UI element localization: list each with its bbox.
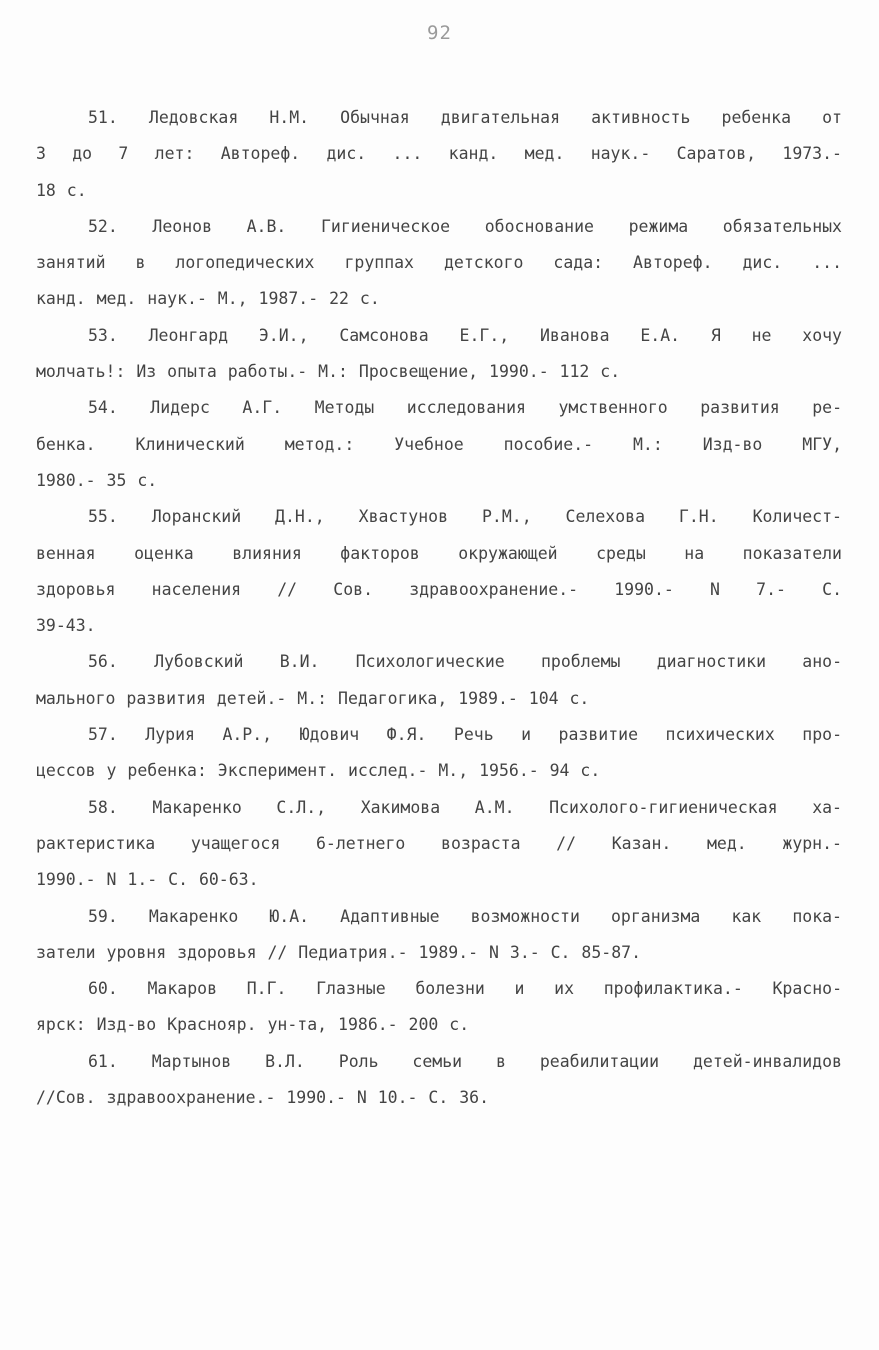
entry-line: 39-43. [36, 616, 96, 636]
entry-line: молчать!: Из опыта работы.- М.: Просвещение, 1990.- 112 с. [36, 362, 621, 382]
bibliography-entry [36, 717, 842, 790]
entry-line: 56. Лубовский В.И. Психологические проблемы диагностики ано- [88, 652, 842, 672]
bibliography-entry [36, 790, 842, 899]
entry-line: 1990.- N 1.- С. 60-63. [36, 870, 259, 890]
entry-line: 51. Ледовская Н.М. Обычная двигательная активность ребенка от [88, 108, 842, 127]
entry-line: занятий в логопедических группах детского сада: Автореф. дис. ... [36, 253, 842, 273]
entry-line: 58. Макаренко С.Л., Хакимова А.М. Психолого-гигиеническая ха- [88, 797, 842, 817]
bibliography-entry [36, 1044, 842, 1117]
entry-line: 54. Лидерс А.Г. Методы исследования умственного развития ре- [88, 398, 842, 418]
bibliography-entry [36, 100, 842, 209]
entry-line: 53. Леонгард Э.И., Самсонова Е.Г., Иванова Е.А. Я не хочу [88, 325, 842, 345]
bibliography-entry [36, 899, 842, 972]
entry-line: здоровья населения // Сов. здравоохранение.- 1990.- N 7.- С. [36, 579, 842, 599]
entry-line: рактеристика учащегося 6-летнего возраста // Казан. мед. журн.- [36, 833, 842, 853]
page-number: 92 [427, 22, 452, 44]
bibliography-entry [36, 971, 842, 1044]
entry-line: бенка. Клинический метод.: Учебное пособие.- М.: Изд-во МГУ, [36, 434, 842, 454]
entry-line: 55. Лоранский Д.Н., Хвастунов Р.М., Селехова Г.Н. Количест- [88, 507, 842, 527]
entry-line: ярск: Изд-во Краснояр. ун-та, 1986.- 200 с. [36, 1015, 470, 1035]
entry-line: 60. Макаров П.Г. Глазные болезни и их профилактика.- Красно- [88, 979, 842, 999]
bibliography-list [36, 100, 842, 1116]
entry-line: 1980.- 35 с. [36, 470, 158, 490]
entry-line: канд. мед. наук.- М., 1987.- 22 с. [36, 289, 380, 309]
entry-line: венная оценка влияния факторов окружающей среды на показатели [36, 543, 842, 563]
entry-line: 52. Леонов А.В. Гигиеническое обоснование режима обязательных [88, 216, 842, 236]
entry-line: затели уровня здоровья // Педиатрия.- 1989.- N 3.- С. 85-87. [36, 942, 642, 962]
bibliography-entry [36, 499, 842, 644]
bibliography-entry [36, 318, 842, 391]
entry-line: 59. Макаренко Ю.А. Адаптивные возможности организма как пока- [88, 906, 842, 926]
entry-line: //Сов. здравоохранение.- 1990.- N 10.- С. 36. [36, 1088, 490, 1108]
entry-line: цессов у ребенка: Эксперимент. исслед.- М., 1956.- 94 с. [36, 761, 601, 781]
entry-line: 61. Мартынов В.Л. Роль семьи в реабилитации детей-инвалидов [88, 1051, 842, 1071]
bibliography-entry [36, 209, 842, 318]
bibliography-entry [36, 390, 842, 499]
entry-line: 18 с. [36, 180, 87, 200]
entry-line: мального развития детей.- М.: Педагогика, 1989.- 104 с. [36, 688, 590, 708]
entry-line: 3 до 7 лет: Автореф. дис. ... канд. мед. наук.- Саратов, 1973.- [36, 144, 842, 164]
bibliography-entry [36, 644, 842, 717]
entry-line: 57. Лурия А.Р., Юдович Ф.Я. Речь и развитие психических про- [88, 725, 842, 745]
